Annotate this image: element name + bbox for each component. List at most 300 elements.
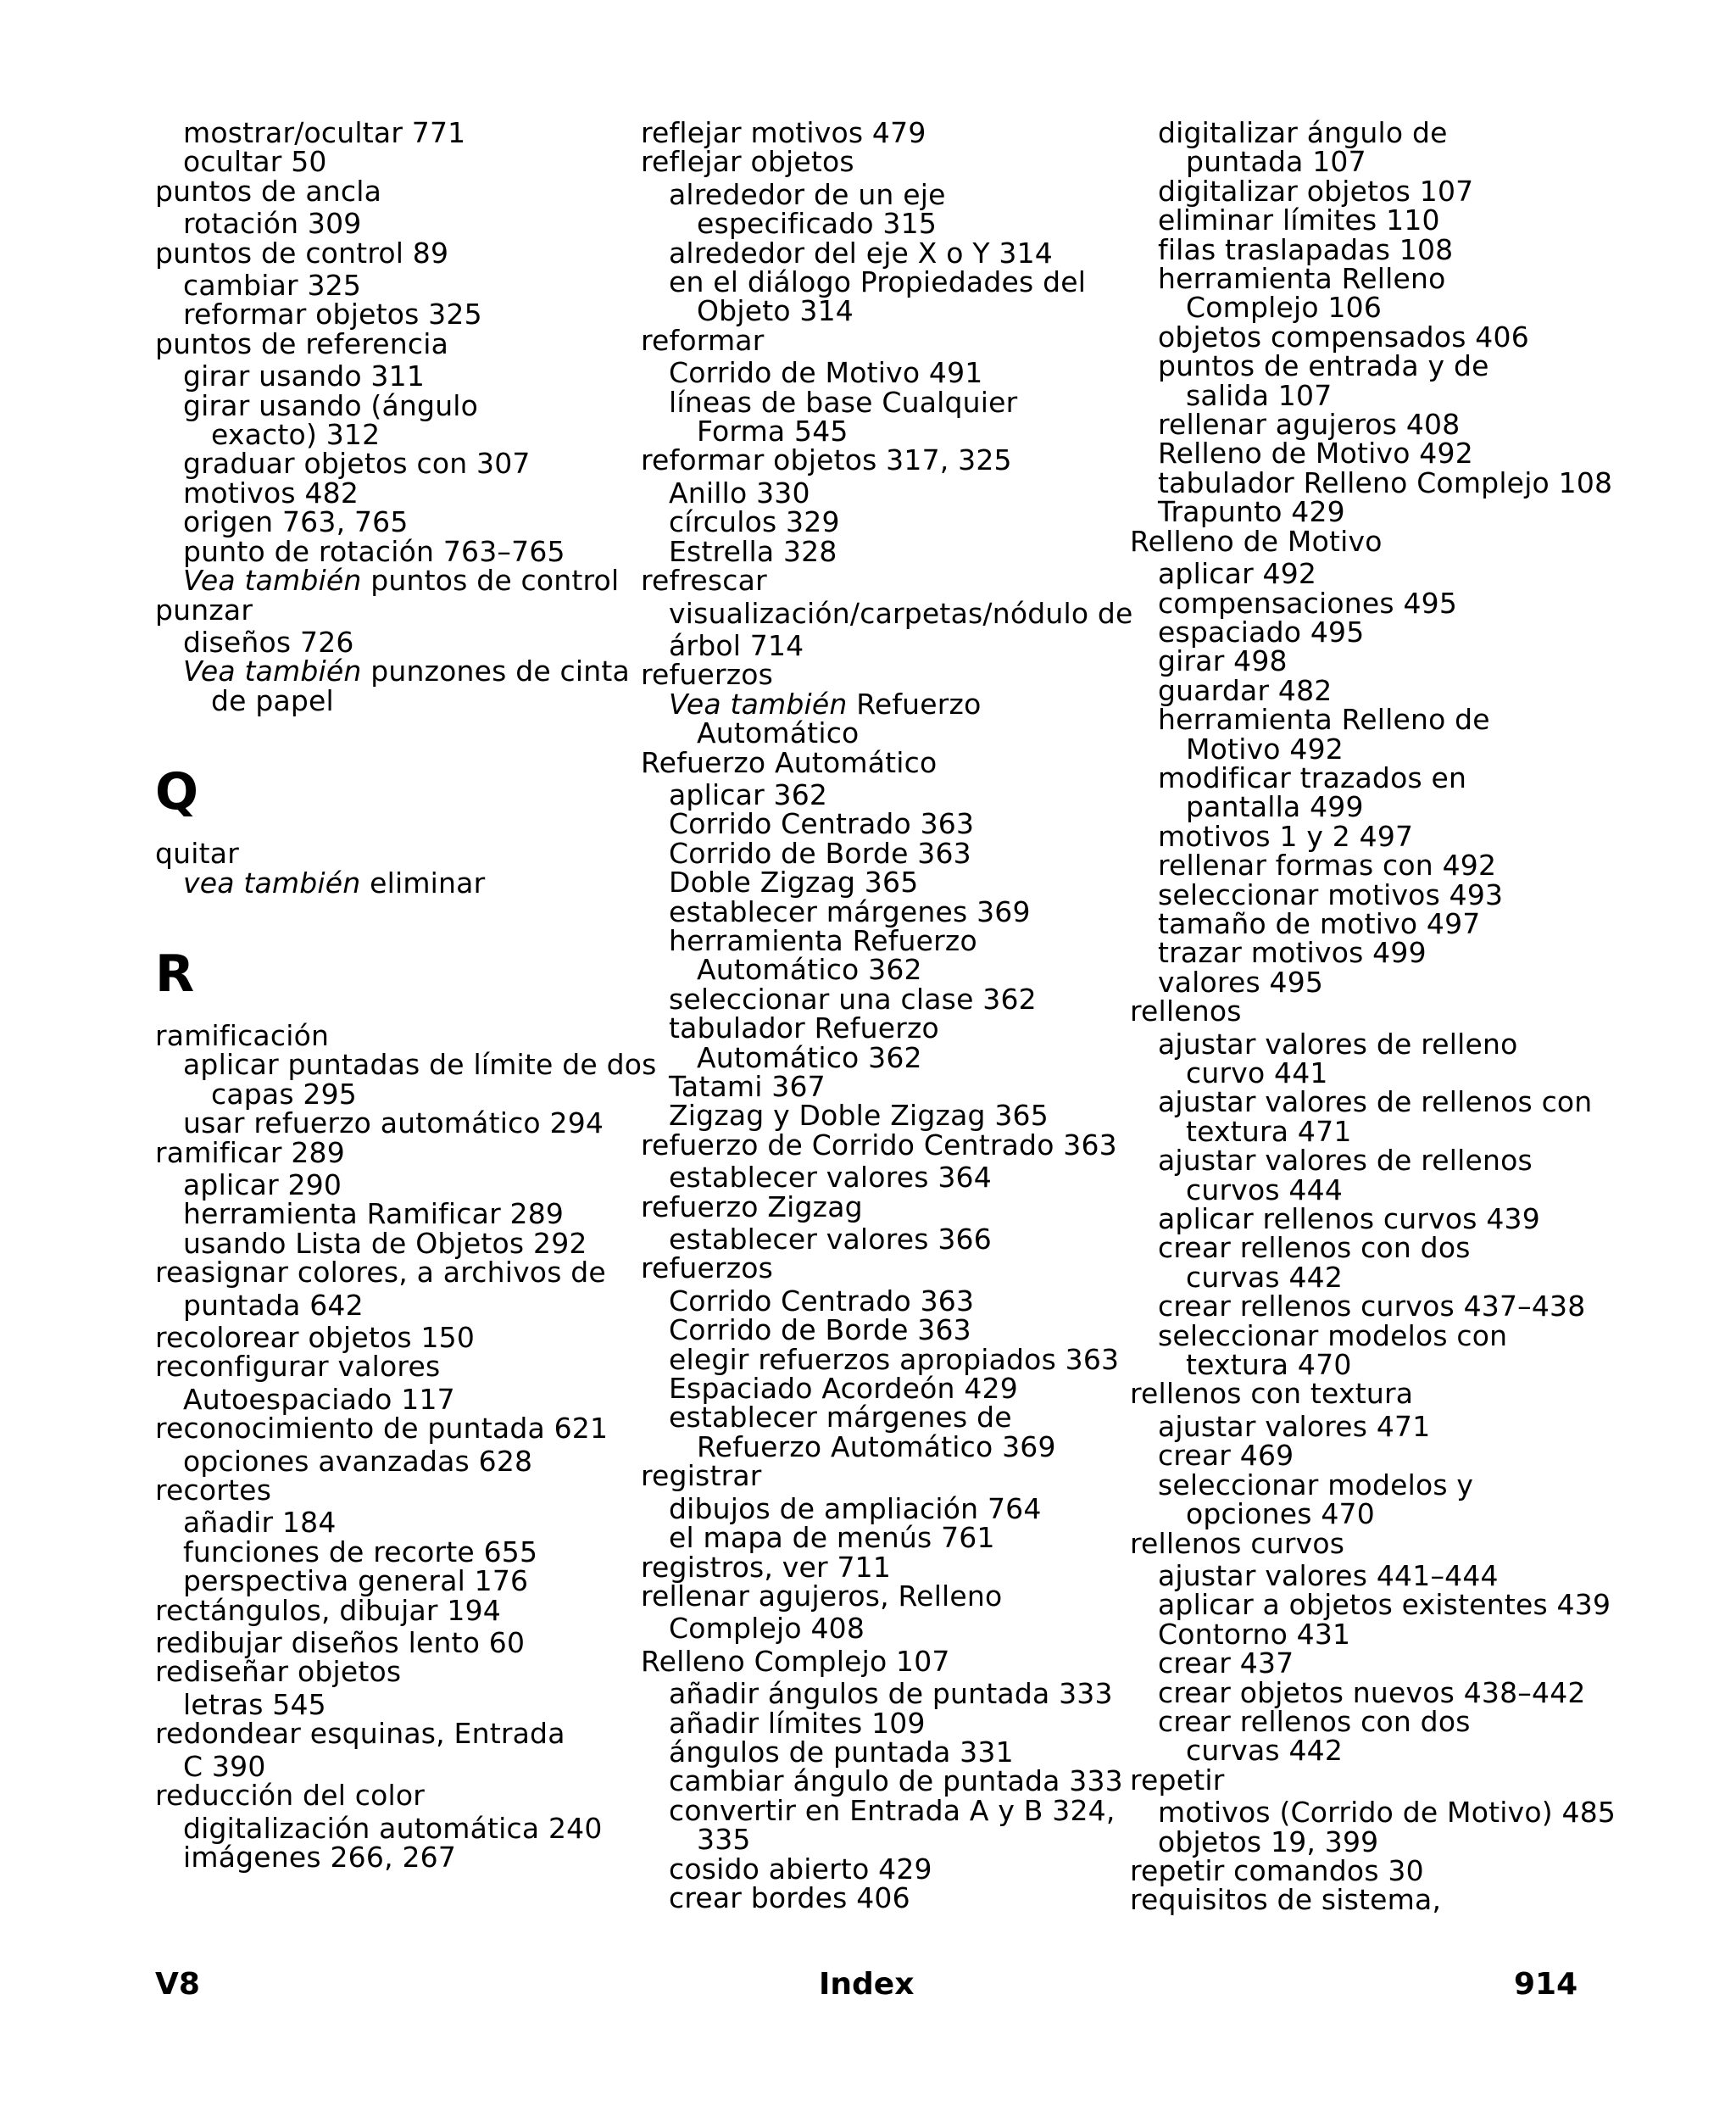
index-entry-text: textura 470 — [1186, 1348, 1352, 1382]
index-entry-text: trazar motivos 499 — [1158, 936, 1427, 970]
index-entry-text: Doble Zigzag 365 — [669, 866, 919, 900]
index-subentry — [1130, 1588, 1630, 1622]
index-subentry — [155, 505, 630, 539]
index-entry-text: Corrido de Borde 363 — [669, 836, 971, 870]
index-subentry — [155, 534, 630, 568]
index-subentry — [1130, 1646, 1630, 1680]
index-entry-text: objetos compensados 406 — [1158, 320, 1529, 354]
index-entry-text: tamaño de motivo 497 — [1158, 906, 1481, 940]
index-entry-text: refrescar — [641, 564, 767, 598]
index-subentry — [641, 866, 1141, 900]
index-subentry — [1130, 1114, 1630, 1148]
index-subentry — [155, 1564, 630, 1598]
index-subentry — [641, 505, 1141, 539]
index-entry-text: herramienta Ramificar 289 — [183, 1197, 565, 1231]
index-subentry — [641, 236, 1141, 270]
index-subentry — [641, 207, 1141, 241]
index-entry — [155, 1655, 630, 1689]
index-entry-text: Corrido Centrado 363 — [669, 1284, 975, 1318]
index-entry-text: añadir 184 — [183, 1506, 337, 1540]
index-entry-text: crear objetos nuevos 438–442 — [1158, 1675, 1586, 1709]
index-entry-text: Trapunto 429 — [1158, 495, 1345, 529]
index-entry-text: exacto) 312 — [211, 418, 381, 452]
index-entry — [641, 658, 1141, 692]
index-entry-text: herramienta Relleno — [1158, 262, 1446, 296]
index-subentry — [1130, 1704, 1630, 1738]
index-entry — [155, 174, 630, 208]
index-entry-text: curvo 441 — [1186, 1056, 1328, 1089]
index-entry-text: objetos 19, 399 — [1158, 1825, 1379, 1858]
index-entry-text: convertir en Entrada A y B 324, — [669, 1793, 1116, 1827]
index-entry-text: rotación 309 — [183, 207, 362, 241]
index-entry — [155, 593, 630, 627]
see-also-label: Vea también — [669, 687, 848, 721]
footer-version: V8 — [155, 1967, 200, 2002]
index-entry-text: añadir ángulos de puntada 333 — [669, 1677, 1113, 1711]
index-subentry — [1130, 1085, 1630, 1119]
index-subentry — [155, 1749, 630, 1783]
index-entry-text: opciones 470 — [1186, 1497, 1375, 1531]
index-subentry — [1130, 495, 1630, 529]
index-entry-text: redondear esquinas, Entrada — [155, 1717, 565, 1751]
index-entry-text: girar usando (ángulo — [183, 388, 479, 422]
index-entry-text: rellenos curvos — [1130, 1526, 1345, 1560]
index-entry — [155, 1350, 630, 1384]
index-subentry — [641, 1521, 1141, 1555]
index-entry-text: seleccionar motivos 493 — [1158, 877, 1504, 911]
index-subentry — [1130, 1144, 1630, 1178]
index-entry-text: Objeto 314 — [697, 294, 854, 328]
index-entry-text: reconfigurar valores — [155, 1350, 441, 1384]
index-subentry — [1130, 615, 1630, 649]
index-entry-text: Tatami 367 — [669, 1070, 826, 1103]
index-entry-text: guardar 482 — [1158, 673, 1333, 707]
index-subentry — [155, 683, 630, 717]
index-subentry — [1130, 819, 1630, 853]
index-entry-text: crear bordes 406 — [669, 1880, 910, 1914]
index-entry-text: reformar objetos 325 — [183, 298, 482, 331]
index-subentry — [155, 1048, 657, 1082]
index-entry — [1130, 1377, 1630, 1411]
index-entry — [155, 236, 630, 270]
index-subentry — [1130, 644, 1630, 678]
index-entry — [155, 1476, 630, 1505]
index-subentry — [641, 716, 1141, 750]
index-entry-text: funciones de recorte 655 — [183, 1535, 538, 1568]
index-entry-text: Automático 362 — [697, 953, 922, 987]
see-also-label: Vea también — [183, 655, 362, 688]
index-entry — [1130, 994, 1630, 1028]
index-entry-text: perspectiva general 176 — [183, 1564, 529, 1598]
index-entry-text: círculos 329 — [669, 505, 840, 539]
index-entry-text: rellenos — [1130, 994, 1242, 1028]
index-entry-text: establecer valores 366 — [669, 1223, 992, 1256]
index-subentry — [641, 1401, 1141, 1435]
index-entry-text: ajustar valores 471 — [1158, 1409, 1431, 1443]
index-entry-text: puntos de entrada y de — [1158, 349, 1489, 383]
index-entry — [1130, 1883, 1630, 1917]
index-entry-text: establecer márgenes 369 — [669, 894, 1031, 928]
index-subentry — [1130, 1497, 1630, 1531]
index-entry-text: ajustar valores de relleno — [1158, 1027, 1518, 1061]
index-entry-text: letras 545 — [183, 1687, 326, 1721]
index-entry-text: ángulos de puntada 331 — [669, 1735, 1014, 1769]
index-entry — [155, 1626, 630, 1660]
index-subentry — [1130, 1027, 1630, 1061]
index-entry — [641, 564, 1141, 598]
index-subentry — [1130, 965, 1630, 999]
index-entry — [155, 1779, 630, 1813]
index-subentry — [155, 1167, 630, 1201]
index-entry-text: herramienta Refuerzo — [669, 923, 977, 957]
index-entry-text: girar 498 — [1158, 644, 1288, 678]
index-entry — [1130, 1526, 1630, 1560]
index-entry-text: curvos 444 — [1186, 1173, 1344, 1206]
index-entry — [641, 1644, 1141, 1678]
index-subentry — [641, 953, 1141, 987]
index-subentry — [1130, 145, 1630, 179]
index-entry-text: aplicar 362 — [669, 777, 828, 811]
index-entry — [155, 1135, 630, 1169]
index-entry-text: Refuerzo Automático — [641, 745, 938, 779]
index-entry-text: registros, ver 711 — [641, 1550, 892, 1584]
index-entry-text: establecer márgenes de — [669, 1401, 1012, 1435]
section-letter: R — [155, 944, 195, 1004]
index-entry-text: Corrido de Motivo 491 — [669, 356, 983, 390]
index-entry-text: motivos (Corrido de Motivo) 485 — [1158, 1796, 1616, 1830]
index-entry-text: puntos de referencia — [155, 326, 448, 360]
index-entry-text: opciones avanzadas 628 — [183, 1444, 533, 1478]
index-subentry — [641, 1735, 1141, 1769]
index-entry-text: refuerzo Zigzag — [641, 1189, 863, 1223]
index-entry-text: ocultar 50 — [183, 145, 327, 179]
index-entry-text: seleccionar modelos con — [1158, 1318, 1508, 1352]
index-entry-text: ramificar 289 — [155, 1135, 345, 1169]
footer-page-number: 914 — [1514, 1967, 1578, 2002]
index-entry-text: digitalizar ángulo de — [1158, 116, 1448, 149]
index-subentry — [641, 356, 1141, 390]
index-entry — [641, 323, 1141, 357]
index-entry — [641, 1459, 1141, 1493]
index-entry — [1130, 524, 1630, 558]
index-entry-text: valores 495 — [1158, 965, 1324, 999]
index-subentry — [155, 359, 630, 393]
index-subentry — [1130, 1617, 1630, 1651]
index-subentry — [641, 982, 1141, 1016]
index-entry-text: modificar trazados en — [1158, 760, 1467, 794]
index-entry-text: Zigzag y Doble Zigzag 365 — [669, 1099, 1049, 1133]
index-entry-text: punzar — [155, 593, 253, 627]
index-entry-text: Automático — [697, 716, 860, 750]
index-subentry — [641, 1040, 1141, 1074]
index-subentry — [641, 1313, 1141, 1347]
index-entry-text: reducción del color — [155, 1779, 426, 1813]
index-entry-text: crear rellenos con dos — [1158, 1704, 1471, 1738]
index-subentry — [155, 1288, 630, 1322]
index-subentry — [641, 1342, 1141, 1376]
index-subentry — [1130, 1825, 1630, 1858]
index-entry-text: crear rellenos curvos 437–438 — [1158, 1290, 1586, 1323]
index-subentry — [641, 1099, 1141, 1133]
index-entry-text: establecer valores 364 — [669, 1161, 992, 1195]
index-subentry — [641, 1612, 1141, 1646]
index-entry-text: ajustar valores de rellenos con — [1158, 1085, 1593, 1119]
index-entry — [641, 1128, 1141, 1162]
index-entry-text: rellenos con textura — [1130, 1377, 1414, 1411]
index-subentry — [1130, 232, 1630, 266]
index-entry-text: reconocimiento de puntada 621 — [155, 1412, 609, 1446]
index-subentry — [1130, 877, 1630, 911]
index-subentry — [641, 596, 1141, 630]
index-entry — [155, 1256, 630, 1290]
index-entry-text: imágenes 266, 267 — [183, 1840, 457, 1874]
index-entry-text: cambiar ángulo de puntada 333 — [669, 1764, 1123, 1798]
index-subentry — [155, 447, 630, 481]
index-subentry — [1130, 320, 1630, 354]
index-entry-text: refuerzos — [641, 658, 774, 692]
index-entry — [641, 1189, 1141, 1223]
index-entry-text: aplicar 290 — [183, 1167, 342, 1201]
index-subentry — [1130, 732, 1630, 766]
index-entry-text: refuerzo de Corrido Centrado 363 — [641, 1128, 1117, 1162]
index-subentry — [155, 116, 630, 149]
index-subentry — [641, 687, 1141, 721]
index-subentry — [1130, 291, 1630, 325]
index-entry-text: rellenar agujeros 408 — [1158, 408, 1461, 442]
index-subentry — [155, 1197, 630, 1231]
index-entry-text: elegir refuerzos apropiados 363 — [669, 1342, 1120, 1376]
index-subentry — [641, 1764, 1141, 1798]
index-entry-text: redibujar diseños lento 60 — [155, 1626, 526, 1660]
index-entry-text: punzones de cinta — [370, 655, 630, 688]
index-subentry — [641, 1372, 1141, 1406]
index-entry — [641, 745, 1141, 779]
index-entry-text: digitalizar objetos 107 — [1158, 174, 1474, 208]
index-entry-text: seleccionar modelos y — [1158, 1468, 1474, 1501]
index-subentry — [1130, 1409, 1630, 1443]
index-entry-text: refuerzos — [641, 1251, 774, 1285]
index-entry-text: Relleno de Motivo — [1130, 524, 1383, 558]
index-subentry — [155, 1226, 630, 1260]
index-entry-text: Corrido de Borde 363 — [669, 1313, 971, 1347]
index-entry-text: el mapa de menús 761 — [669, 1521, 995, 1555]
index-subentry — [155, 1506, 630, 1540]
index-entry-text: digitalización automática 240 — [183, 1811, 603, 1845]
index-entry — [641, 1550, 1141, 1584]
index-subentry — [641, 476, 1141, 510]
index-entry-text: eliminar límites 110 — [1158, 203, 1440, 237]
footer-section-title: Index — [819, 1967, 915, 2002]
index-entry-text: líneas de base Cualquier — [669, 385, 1018, 419]
index-subentry — [641, 628, 1141, 662]
index-column-1 — [155, 116, 657, 1874]
index-subentry — [641, 294, 1141, 328]
index-entry-text: Motivo 492 — [1186, 732, 1344, 766]
index-subentry — [155, 1106, 630, 1140]
index-subentry — [155, 1077, 630, 1111]
index-subentry — [641, 1793, 1141, 1827]
index-subentry — [641, 1429, 1141, 1463]
index-subentry — [641, 1011, 1141, 1045]
index-subentry — [641, 1677, 1141, 1711]
index-subentry — [155, 1811, 630, 1845]
index-entry — [155, 1593, 630, 1627]
index-entry — [641, 145, 1141, 179]
index-subentry — [1130, 1675, 1630, 1709]
index-entry-text: Corrido Centrado 363 — [669, 807, 975, 841]
index-subentry — [155, 1840, 630, 1874]
index-entry-text: puntos de control 89 — [155, 236, 449, 270]
index-subentry — [641, 1225, 1141, 1254]
index-entry-text: reformar — [641, 323, 765, 357]
index-subentry — [155, 1687, 630, 1721]
index-subentry — [641, 777, 1141, 811]
see-also-label: Vea también — [183, 564, 362, 598]
index-entry-text: graduar objetos con 307 — [183, 447, 531, 481]
index-subentry — [641, 534, 1141, 568]
index-entry-text: Forma 545 — [697, 415, 849, 448]
index-subentry — [1130, 790, 1630, 824]
index-subentry — [641, 265, 1141, 299]
index-entry-text: 335 — [697, 1823, 751, 1857]
index-subentry — [155, 388, 630, 422]
index-entry-text: rellenar agujeros, Relleno — [641, 1579, 1003, 1613]
index-entry-text: visualización/carpetas/nódulo de — [669, 596, 1133, 630]
index-entry-text: usando Lista de Objetos 292 — [183, 1226, 587, 1260]
index-subentry — [1130, 1231, 1630, 1265]
index-entry-text: reflejar objetos — [641, 145, 854, 179]
index-entry-text: aplicar rellenos curvos 439 — [1158, 1202, 1540, 1236]
index-subentry — [155, 269, 630, 303]
index-subentry — [155, 1535, 630, 1568]
index-entry — [641, 1579, 1141, 1613]
index-subentry — [155, 418, 630, 452]
index-subentry — [641, 836, 1141, 870]
index-subentry — [1130, 906, 1630, 940]
index-subentry — [641, 177, 1141, 211]
index-entry-text: rellenar formas con 492 — [1158, 849, 1497, 883]
index-entry-text: espaciado 495 — [1158, 615, 1365, 649]
index-entry — [155, 1018, 630, 1052]
index-entry-text: curvas 442 — [1186, 1734, 1344, 1768]
index-entry-text: aplicar puntadas de límite de dos — [183, 1048, 657, 1082]
index-entry-text: filas traslapadas 108 — [1158, 232, 1454, 266]
index-subentry — [641, 923, 1141, 957]
section-letter: Q — [155, 762, 199, 822]
index-entry-text: diseños 726 — [183, 625, 354, 659]
index-entry-text: puntos de ancla — [155, 174, 381, 208]
index-entry-text: de papel — [211, 683, 334, 717]
index-subentry — [641, 1880, 1141, 1914]
index-entry-text: puntos de control — [370, 564, 620, 598]
index-subentry — [155, 1382, 630, 1416]
index-subentry — [1130, 378, 1630, 412]
index-entry-text: alrededor de un eje — [669, 177, 946, 211]
index-subentry — [641, 1706, 1141, 1740]
index-subentry — [1130, 465, 1630, 499]
index-subentry — [641, 1161, 1141, 1195]
index-subentry — [1130, 1202, 1630, 1236]
index-entry-text: textura 471 — [1186, 1114, 1352, 1148]
index-subentry — [1130, 1260, 1630, 1294]
index-subentry — [155, 657, 630, 686]
index-subentry — [1130, 936, 1630, 970]
index-subentry — [1130, 1468, 1630, 1501]
index-entry-text: mostrar/ocultar 771 — [183, 116, 466, 149]
index-entry-text: motivos 1 y 2 497 — [1158, 819, 1414, 853]
index-subentry — [1130, 1734, 1630, 1768]
index-entry — [641, 443, 1141, 477]
index-entry-text: recortes — [155, 1474, 272, 1507]
index-entry-text: reformar objetos 317, 325 — [641, 443, 1012, 477]
index-subentry — [1130, 557, 1630, 591]
index-entry-text: árbol 714 — [669, 628, 804, 662]
index-entry-text: Autoespaciado 117 — [183, 1382, 455, 1416]
index-subentry — [1130, 262, 1630, 296]
index-column-3 — [1130, 116, 1630, 1917]
index-entry — [1130, 1763, 1630, 1797]
index-subentry — [641, 1823, 1141, 1857]
index-entry-text: C 390 — [183, 1749, 266, 1783]
index-entry-text: repetir — [1130, 1763, 1225, 1797]
index-entry — [641, 116, 1141, 149]
index-entry — [155, 837, 630, 871]
index-entry-text: Espaciado Acordeón 429 — [669, 1372, 1018, 1406]
index-subentry — [155, 866, 630, 900]
index-entry-text: alrededor del eje X o Y 314 — [669, 236, 1053, 270]
index-entry-text: ramificación — [155, 1018, 330, 1052]
index-entry-text: especificado 315 — [697, 207, 938, 241]
index-entry-text: ajustar valores de rellenos — [1158, 1144, 1533, 1178]
index-subentry — [641, 417, 1141, 446]
index-subentry — [1130, 1318, 1630, 1352]
index-subentry — [1130, 760, 1630, 794]
index-entry-text: quitar — [155, 837, 239, 871]
index-entry — [155, 1323, 630, 1352]
index-entry-text: crear 437 — [1158, 1646, 1294, 1680]
index-subentry — [1130, 586, 1630, 620]
index-entry-text: origen 763, 765 — [183, 505, 409, 539]
index-subentry — [1130, 1173, 1630, 1206]
index-subentry — [155, 145, 630, 179]
index-subentry — [1130, 408, 1630, 442]
index-subentry — [1130, 673, 1630, 707]
index-subentry — [155, 300, 630, 329]
index-subentry — [1130, 703, 1630, 737]
index-entry-text: Complejo 408 — [669, 1612, 865, 1646]
index-subentry — [1130, 203, 1630, 237]
index-entry-text: reflejar motivos 479 — [641, 116, 926, 149]
index-subentry — [1130, 1056, 1630, 1089]
index-entry-text: reasignar colores, a archivos de — [155, 1256, 606, 1290]
index-subentry — [641, 1072, 1141, 1101]
index-column-2 — [641, 116, 1141, 1914]
index-subentry — [1130, 1348, 1630, 1382]
index-entry-text: salida 107 — [1186, 378, 1333, 412]
index-subentry — [155, 564, 630, 598]
index-subentry — [641, 807, 1141, 841]
index-entry-text: tabulador Refuerzo — [669, 1011, 939, 1045]
index-subentry — [155, 625, 630, 659]
index-entry-text: rectángulos, dibujar 194 — [155, 1593, 501, 1627]
index-subentry — [641, 1284, 1141, 1318]
index-entry-text: tabulador Relleno Complejo 108 — [1158, 465, 1613, 499]
index-entry-text: compensaciones 495 — [1158, 586, 1458, 620]
index-entry-text: en el diálogo Propiedades del — [669, 265, 1087, 299]
index-entry-text: Relleno Complejo 107 — [641, 1644, 950, 1678]
index-subentry — [155, 1444, 630, 1478]
index-subentry — [641, 1852, 1141, 1886]
